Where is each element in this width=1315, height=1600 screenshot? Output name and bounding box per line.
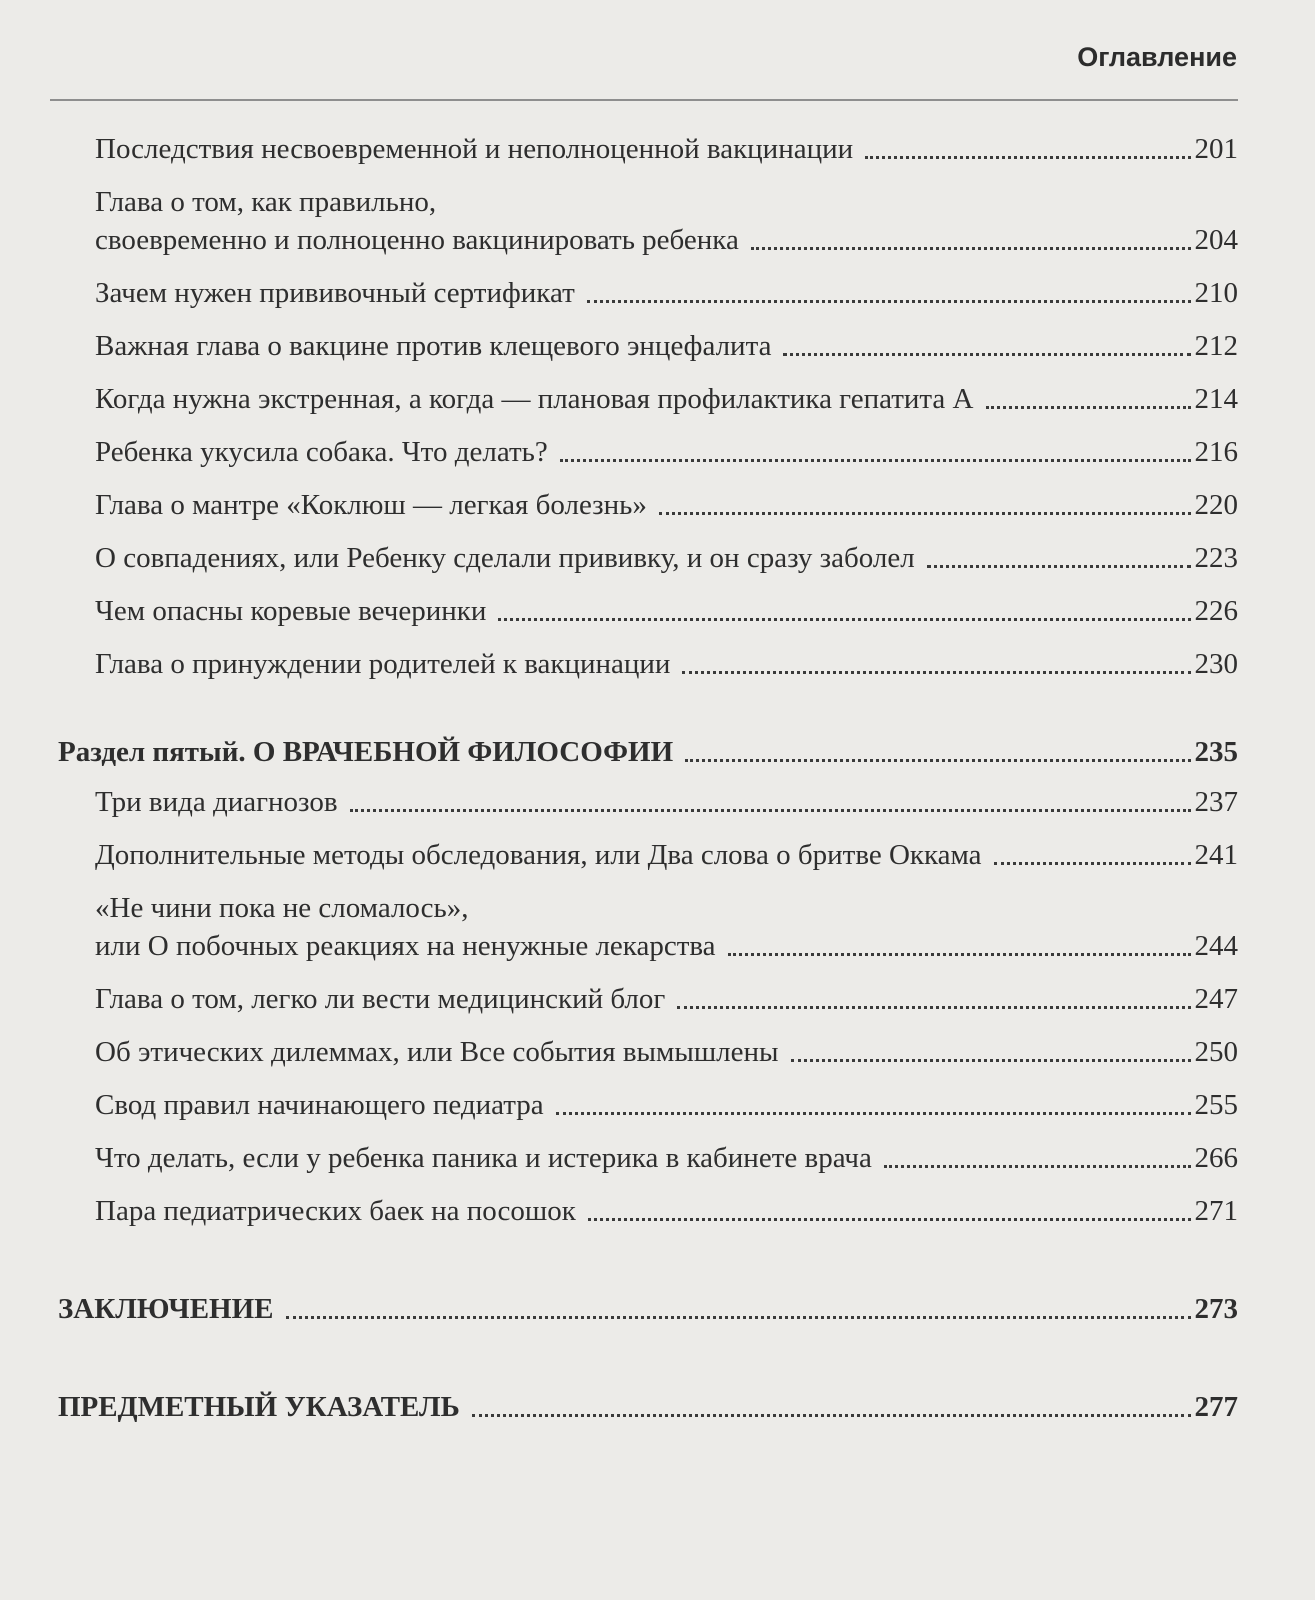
toc-entry-title-line: Пара педиатрических баек на посошок	[95, 1195, 576, 1227]
toc-entry-title	[95, 130, 853, 168]
toc-section-title: Раздел пятый. О ВРАЧЕБНОЙ ФИЛОСОФИИ	[58, 736, 674, 768]
toc-entry-title	[95, 539, 915, 577]
dot-leader	[560, 459, 1191, 462]
toc-entry-title	[95, 380, 974, 418]
toc-entry-title	[95, 433, 548, 471]
toc-entry-title	[95, 486, 647, 524]
dot-leader	[986, 406, 1191, 409]
toc-entry-title	[95, 327, 771, 365]
toc-entry-title-line: Три вида диагнозов	[95, 786, 338, 818]
toc-entry-title-line: Глава о мантре «Коклюш — легкая болезнь»	[95, 489, 647, 521]
dot-leader	[677, 1006, 1190, 1009]
dot-leader	[865, 156, 1190, 159]
toc-entry[interactable]	[0, 486, 1315, 524]
toc-page-number: 226	[1194, 595, 1238, 627]
dot-leader	[350, 809, 1191, 812]
dot-leader	[588, 1218, 1191, 1221]
toc-entry-title	[95, 1086, 544, 1124]
toc-entry-title-line: или О побочных реакциях на ненужные лекарства	[95, 930, 716, 962]
toc-entry[interactable]	[0, 539, 1315, 577]
toc-section-title: ЗАКЛЮЧЕНИЕ	[58, 1293, 274, 1325]
toc-section-title: ПРЕДМЕТНЫЙ УКАЗАТЕЛЬ	[58, 1391, 460, 1423]
dot-leader	[498, 618, 1190, 621]
toc-entry-title-line: Глава о том, как правильно,	[95, 186, 437, 218]
toc-entry-title-line: Важная глава о вакцине против клещевого энцефалита	[95, 330, 772, 362]
toc-page-number: 220	[1194, 489, 1238, 521]
toc-entry-title-line: Последствия несвоевременной и неполноценной вакцинации	[95, 133, 854, 165]
dot-leader	[286, 1316, 1191, 1319]
toc-entry-title-line: Что делать, если у ребенка паника и истерика в кабинете врача	[95, 1142, 872, 1174]
toc-page-number: 210	[1194, 277, 1238, 309]
toc-entry-title	[95, 1139, 872, 1177]
dot-leader	[927, 565, 1191, 568]
toc-page-number: 230	[1194, 648, 1238, 680]
toc-entry[interactable]	[0, 1033, 1315, 1071]
toc-entry-title	[95, 645, 670, 683]
toc-entry[interactable]	[0, 274, 1315, 312]
toc-page-number: 271	[1194, 1195, 1238, 1227]
dot-leader	[791, 1059, 1191, 1062]
toc-entry-title	[95, 836, 982, 874]
toc-page-number: 277	[1194, 1391, 1238, 1423]
toc-entry-title	[95, 980, 665, 1018]
toc-entry-title-line: Ребенка укусила собака. Что делать?	[95, 436, 548, 468]
toc-group-philosophy	[0, 783, 1315, 1230]
toc-entry[interactable]	[0, 433, 1315, 471]
toc-entry[interactable]	[0, 645, 1315, 683]
dot-leader	[556, 1112, 1191, 1115]
header-rule	[50, 99, 1238, 101]
section-spacer	[0, 1230, 1315, 1290]
toc-subject-index[interactable]	[0, 1388, 1315, 1426]
toc-entry[interactable]	[0, 592, 1315, 630]
toc-page-number: 241	[1194, 839, 1238, 871]
dot-leader	[994, 862, 1191, 865]
toc-entry-title-line: «Не чини пока не сломалось»,	[95, 892, 469, 924]
toc-entry[interactable]	[0, 380, 1315, 418]
toc-page-number: 212	[1194, 330, 1238, 362]
dot-leader	[685, 759, 1190, 762]
toc-page-number: 201	[1194, 133, 1238, 165]
toc-entry-title	[95, 1192, 576, 1230]
dot-leader	[472, 1414, 1191, 1417]
running-head: Оглавление	[1077, 42, 1237, 72]
toc-entry[interactable]	[0, 1192, 1315, 1230]
toc-entry-title-line: своевременно и полноценно вакцинировать ребенка	[95, 224, 739, 256]
toc-page-number: 214	[1194, 383, 1238, 415]
toc-entry-title-line: Об этических дилеммах, или Все события вымышлены	[95, 1036, 779, 1068]
toc-entry-title-line: Зачем нужен прививочный сертификат	[95, 277, 575, 309]
toc-entry-title	[95, 889, 716, 965]
toc-entry[interactable]	[0, 183, 1315, 259]
toc-entry-title	[95, 783, 338, 821]
toc-entry-title	[95, 1033, 779, 1071]
toc-page-number: 235	[1194, 736, 1238, 768]
toc-page-number: 255	[1194, 1089, 1238, 1121]
toc-page-number: 244	[1194, 930, 1238, 962]
toc-page-number: 216	[1194, 436, 1238, 468]
toc-entry-title-line: О совпадениях, или Ребенку сделали прививку, и он сразу заболел	[95, 542, 915, 574]
toc-entry[interactable]	[0, 130, 1315, 168]
section-spacer	[0, 683, 1315, 733]
toc-entry[interactable]	[0, 889, 1315, 965]
dot-leader	[587, 300, 1191, 303]
toc-entry-title-line: Чем опасны коревые вечеринки	[95, 595, 487, 627]
toc-page-number: 247	[1194, 983, 1238, 1015]
toc-entry-title	[95, 183, 739, 259]
toc-page-number: 237	[1194, 786, 1238, 818]
table-of-contents	[0, 118, 1315, 1426]
toc-entry[interactable]	[0, 1139, 1315, 1177]
toc-entry-title	[95, 274, 575, 312]
toc-page-number: 223	[1194, 542, 1238, 574]
dot-leader	[728, 953, 1191, 956]
toc-entry[interactable]	[0, 836, 1315, 874]
toc-page-number: 266	[1194, 1142, 1238, 1174]
toc-entry-title-line: Свод правил начинающего педиатра	[95, 1089, 544, 1121]
dot-leader	[783, 353, 1190, 356]
dot-leader	[682, 671, 1190, 674]
toc-group-vaccination	[0, 130, 1315, 683]
toc-entry[interactable]	[0, 327, 1315, 365]
toc-entry-title	[95, 592, 486, 630]
toc-conclusion[interactable]	[0, 1290, 1315, 1328]
dot-leader	[659, 512, 1191, 515]
toc-entry[interactable]	[0, 980, 1315, 1018]
toc-page-number: 250	[1194, 1036, 1238, 1068]
toc-entry-title-line: Когда нужна экстренная, а когда — плановая профилактика гепатита А	[95, 383, 974, 415]
toc-entry-title-line: Глава о принуждении родителей к вакцинации	[95, 648, 671, 680]
dot-leader	[884, 1165, 1191, 1168]
toc-entry[interactable]	[0, 783, 1315, 821]
toc-entry-title-line: Глава о том, легко ли вести медицинский блог	[95, 983, 666, 1015]
toc-page-number: 204	[1194, 224, 1238, 256]
toc-entry[interactable]	[0, 1086, 1315, 1124]
dot-leader	[751, 247, 1191, 250]
toc-entry-title-line: Дополнительные методы обследования, или Два слова о бритве Оккама	[95, 839, 982, 871]
section-spacer	[0, 1328, 1315, 1388]
toc-page-number: 273	[1194, 1293, 1238, 1325]
toc-section-5[interactable]	[0, 733, 1315, 771]
